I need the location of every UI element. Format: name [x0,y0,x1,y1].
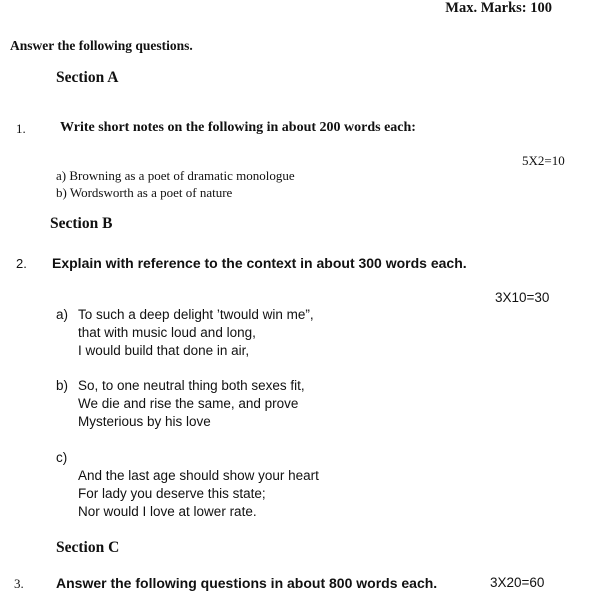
passage-a-line: To such a deep delight ’twould win me”, [78,307,314,322]
passage-b-line: Mysterious by his love [78,414,211,429]
question-1-number: 1. [16,121,26,136]
passage-a-line: I would build that done in air, [78,343,250,358]
passage-b-label: b) [56,378,69,393]
passage-b-line: We die and rise the same, and prove [78,396,299,411]
question-1-item-b: b) Wordsworth as a poet of nature [56,185,233,200]
question-1-text: Write short notes on the following in about 200 words each: [60,120,416,135]
passage-a-label: a) [56,307,69,322]
max-marks: Max. Marks: 100 [445,0,552,16]
instruction: Answer the following questions. [10,38,193,53]
passage-c-line: And the last age should show your heart [78,468,319,483]
question-2-marks: 3X10=30 [495,290,550,305]
section-a-title: Section A [56,69,119,86]
question-3-text: Answer the following questions in about 800 words each. [56,575,438,591]
question-1-item-a: a) Browning as a poet of dramatic monologue [56,168,295,183]
passage-c-line: Nor would I love at lower rate. [78,504,257,519]
passage-c-line: For lady you deserve this state; [78,486,266,501]
passage-a-line: that with music loud and long, [78,325,256,340]
question-3-marks: 3X20=60 [490,575,545,590]
question-2-text: Explain with reference to the context in about 300 words each. [52,255,467,271]
passage-b-line: So, to one neutral thing both sexes fit, [78,378,305,393]
question-1-marks: 5X2=10 [522,153,565,168]
question-3-number: 3. [14,576,24,591]
question-2-number: 2. [16,256,27,271]
section-b-title: Section B [50,215,113,232]
passage-c-label: c) [56,450,68,465]
section-c-title: Section C [56,539,120,556]
